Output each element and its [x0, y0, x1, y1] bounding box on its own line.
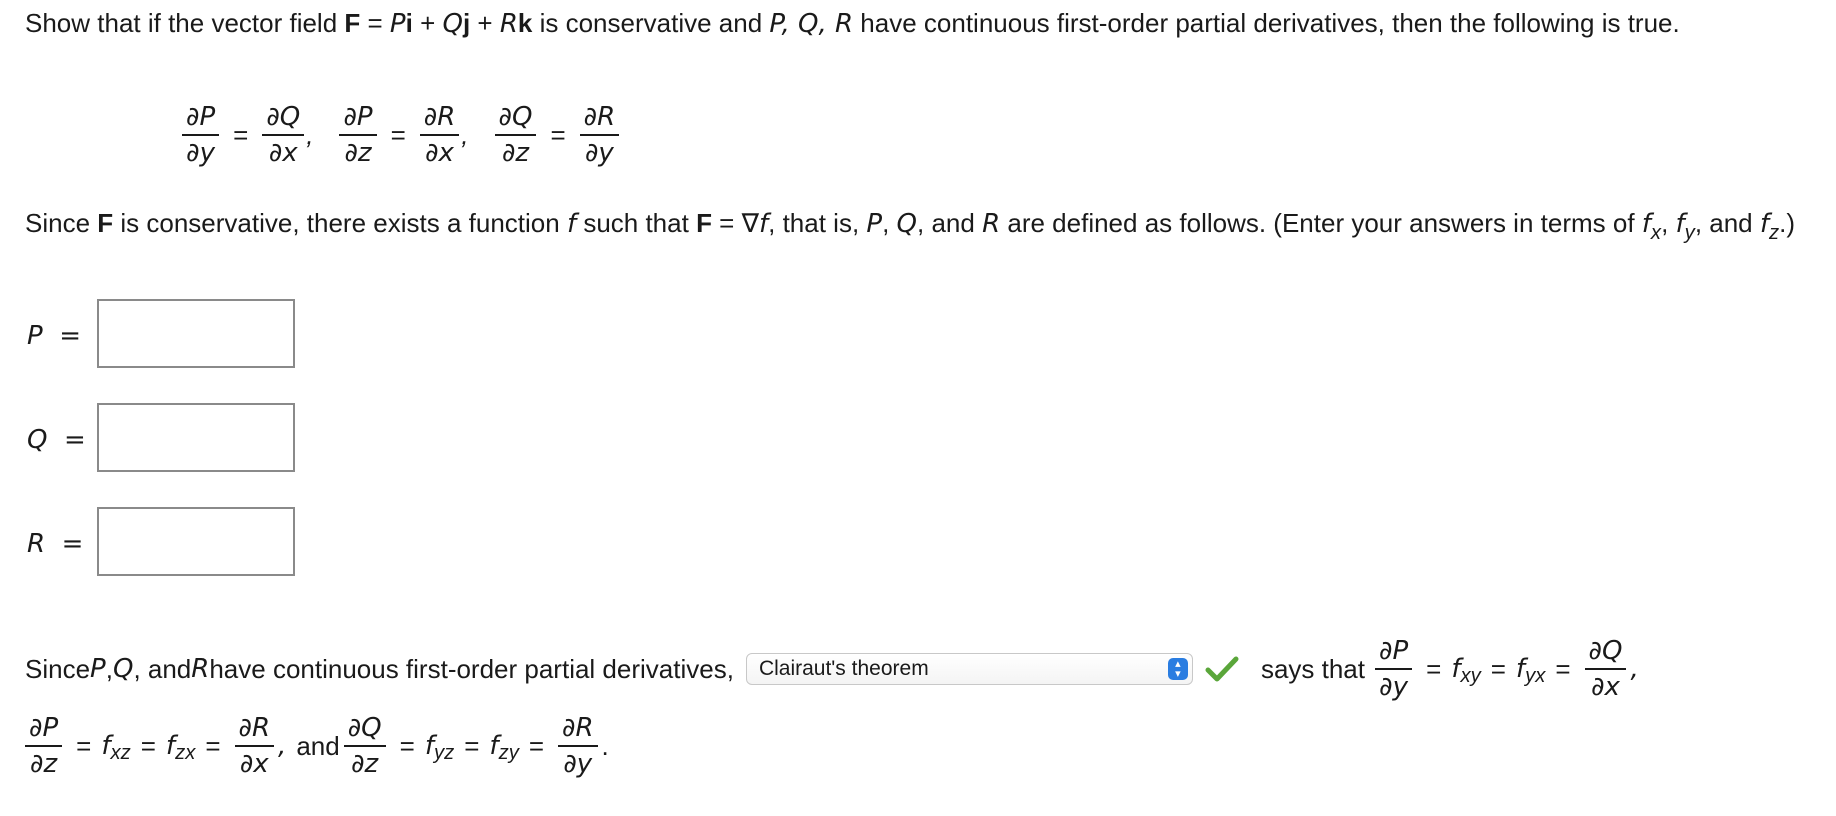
frac-dr-dx: $\frac{\partial R}{\partial x}$ — [420, 100, 460, 170]
frac-dp-dy: $\frac{\partial P}{\partial y}$ — [182, 100, 219, 170]
frac-dq-dz: $\frac{\partial Q}{\partial z}$ — [495, 100, 537, 170]
r-answer-input[interactable] — [97, 507, 295, 576]
p-answer-input[interactable] — [97, 299, 295, 368]
frac-dr-dy: $\frac{\partial R}{\partial y}$ — [580, 100, 620, 170]
p-label: P = — [27, 321, 82, 351]
problem-statement: Show that if the vector field F = Pi + Qj + Rk is conservative and P, Q, R have continuous first-order partial derivatives, then the following is true. — [25, 8, 1680, 39]
clairaut-equalities: $\frac{\partial P}{\partial z}$ = f xz = f zx = $\frac{\partial R}{\partial x}$ , and $\frac{\partial Q}{\partial z}$ = f yz = f zy = $\frac{\partial R}{\partial y}$ . — [25, 708, 609, 784]
frac-dr-dy-2: $\frac{\partial R}{\partial y}$ — [558, 711, 598, 781]
q-answer-input[interactable] — [97, 403, 295, 472]
frac-dp-dz-2: $\frac{\partial P}{\partial z}$ — [25, 711, 62, 781]
frac-dq-dx: $\frac{\partial Q}{\partial x}$ — [262, 100, 304, 170]
checkmark-icon — [1205, 654, 1239, 684]
partial-equations: $\frac{\partial P}{\partial y}$ = $\frac{\partial Q}{\partial x}$ , $\frac{\partial P}{\partial z}$ = $\frac{\partial R}{\partial x}$ , $\frac{\partial Q}{\partial z}$ = $\frac{\partial R}{\partial y}$ — [178, 100, 623, 170]
r-label: R = — [27, 529, 84, 559]
theorem-select[interactable] — [746, 653, 1193, 685]
select-arrows-icon: ▴ ▾ — [1168, 658, 1188, 680]
instructions: Since F is conservative, there exists a function f such that F = ∇f, that is, P, Q, and R are defined as follows. (Enter your answers in terms of $f_x$, $f_y$, and $f_z$.) — [25, 208, 1796, 245]
clairaut-statement: Since P , Q , and R have continuous first-order partial derivatives, Clairaut's theorem ▴ ▾ says that $\frac{\partial P}{\partial y}$ = f xy = f yx = $\frac{\partial Q}{\partial x}$ , — [25, 636, 1639, 702]
frac-dq-dx-2: $\frac{\partial Q}{\partial x}$ — [1585, 634, 1627, 704]
q-label: Q = — [27, 425, 86, 455]
frac-dp-dz: $\frac{\partial P}{\partial z}$ — [339, 100, 376, 170]
frac-dr-dx-2: $\frac{\partial R}{\partial x}$ — [235, 711, 275, 781]
theorem-select-value: Clairaut's theorem — [758, 657, 929, 680]
frac-dq-dz-2: $\frac{\partial Q}{\partial z}$ — [344, 711, 386, 781]
frac-dp-dy-2: $\frac{\partial P}{\partial y}$ — [1375, 634, 1412, 704]
